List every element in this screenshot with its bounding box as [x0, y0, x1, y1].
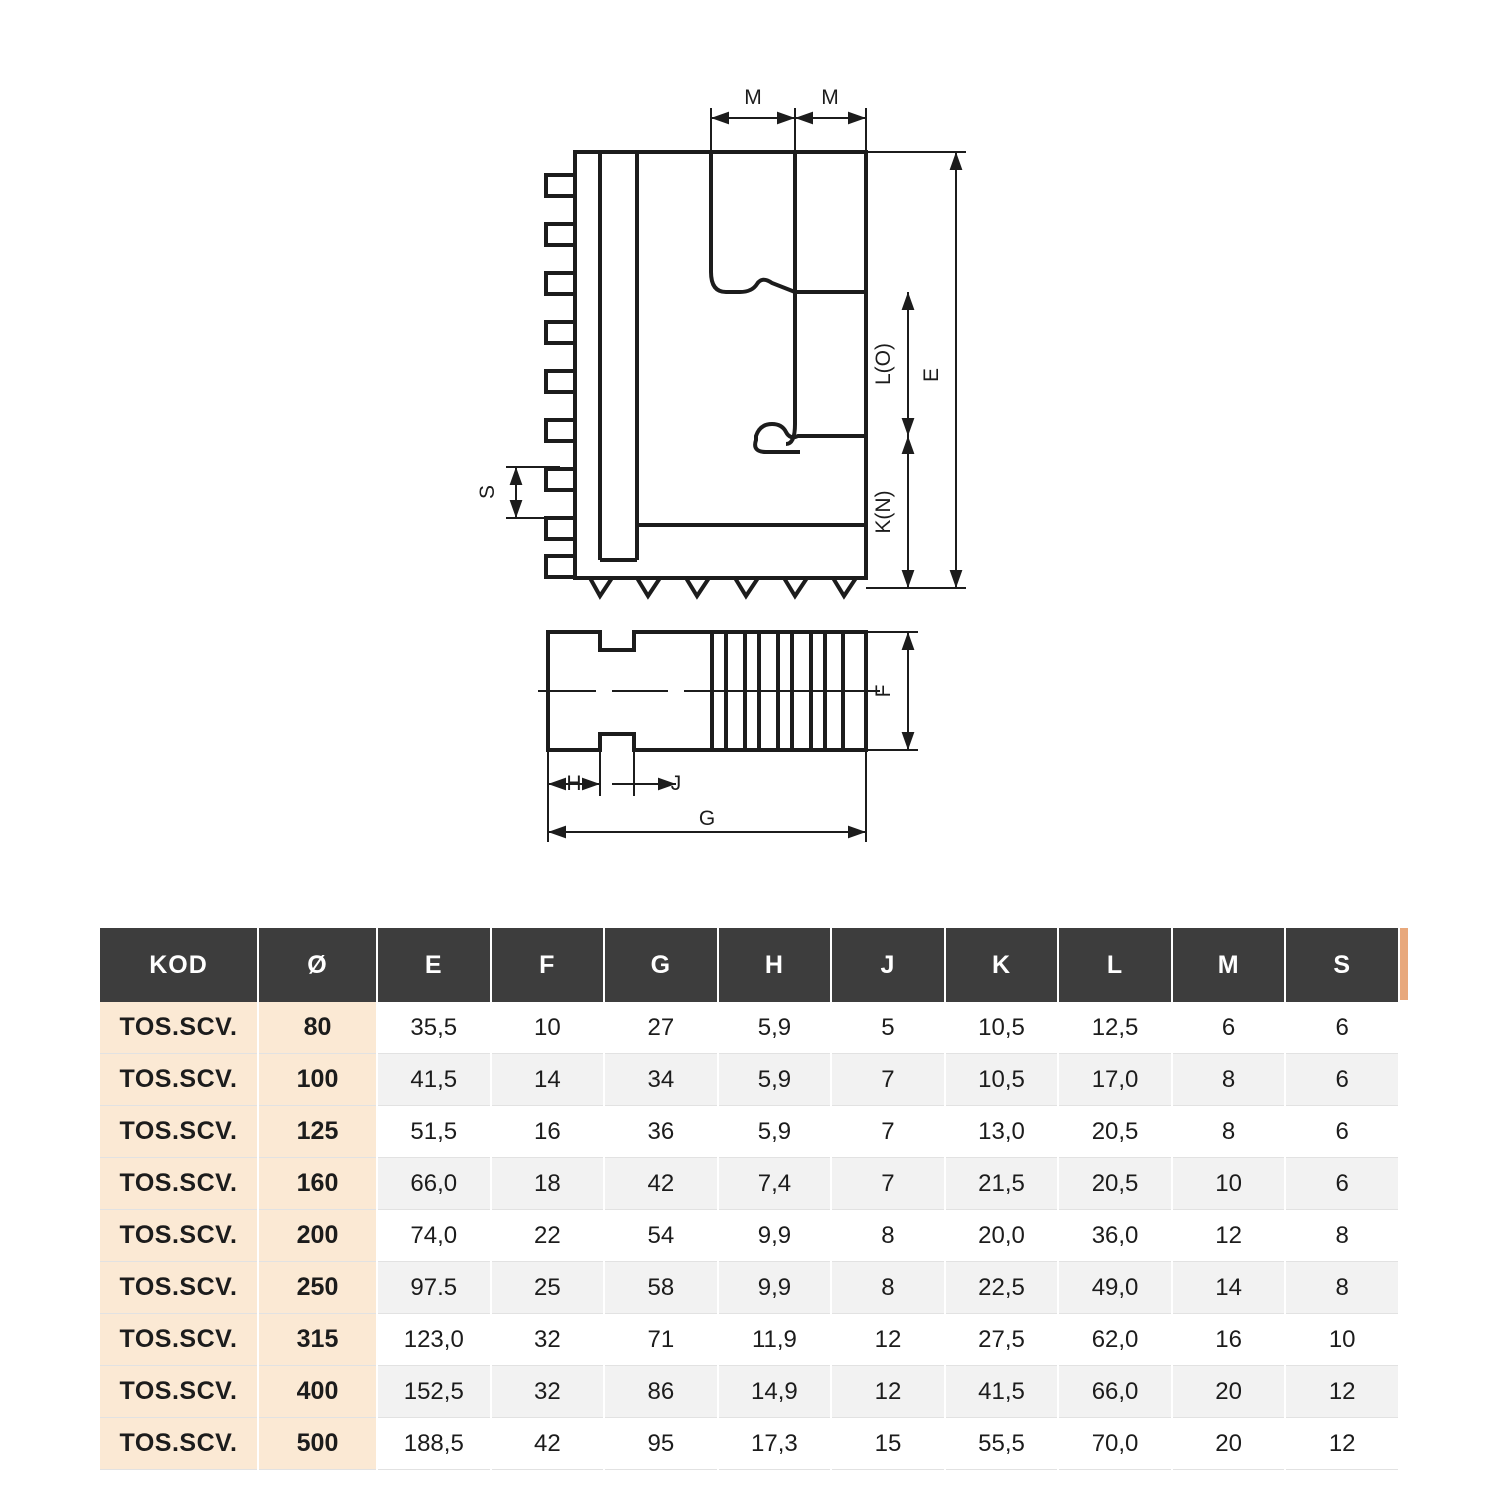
- cell-value: 8: [1172, 1106, 1286, 1158]
- cell-value: 8: [831, 1210, 945, 1262]
- cell-kod: TOS.SCV.: [100, 1418, 258, 1470]
- cell-kod: TOS.SCV.: [100, 1002, 258, 1054]
- cell-diameter: 315: [258, 1314, 377, 1366]
- cell-value: 11,9: [718, 1314, 832, 1366]
- header-e: E: [377, 928, 491, 1002]
- cell-value: 70,0: [1058, 1418, 1172, 1470]
- table-body: [100, 1002, 1399, 1470]
- header-h: H: [718, 928, 832, 1002]
- cell-value: 49,0: [1058, 1262, 1172, 1314]
- spec-table: [100, 928, 1400, 1470]
- cell-value: 42: [604, 1158, 718, 1210]
- table-row: [100, 1314, 1399, 1366]
- label-g: G: [698, 807, 716, 830]
- label-h: H: [566, 772, 582, 795]
- cell-kod: TOS.SCV.: [100, 1158, 258, 1210]
- table-row: [100, 1418, 1399, 1470]
- cell-kod: TOS.SCV.: [100, 1054, 258, 1106]
- cell-value: 6: [1172, 1002, 1286, 1054]
- cell-value: 41,5: [945, 1366, 1059, 1418]
- cell-value: 71: [604, 1314, 718, 1366]
- cell-value: 17,0: [1058, 1054, 1172, 1106]
- cell-diameter: 100: [258, 1054, 377, 1106]
- cell-kod: TOS.SCV.: [100, 1210, 258, 1262]
- cell-kod: TOS.SCV.: [100, 1314, 258, 1366]
- spec-table-container: [100, 928, 1400, 1470]
- label-j: J: [670, 772, 682, 795]
- label-m-left: M: [744, 86, 762, 109]
- cell-value: 20: [1172, 1418, 1286, 1470]
- cell-value: 7: [831, 1158, 945, 1210]
- label-lo: L(O): [872, 343, 895, 385]
- cell-value: 10: [1285, 1314, 1399, 1366]
- cell-value: 7: [831, 1106, 945, 1158]
- cell-value: 27: [604, 1002, 718, 1054]
- cell-value: 32: [491, 1366, 605, 1418]
- cell-value: 15: [831, 1418, 945, 1470]
- cell-value: 41,5: [377, 1054, 491, 1106]
- cell-value: 14: [1172, 1262, 1286, 1314]
- cell-value: 5,9: [718, 1106, 832, 1158]
- label-s: S: [476, 484, 499, 500]
- label-e: E: [920, 367, 943, 383]
- label-kn: K(N): [872, 490, 895, 534]
- cell-kod: TOS.SCV.: [100, 1366, 258, 1418]
- cell-value: 97.5: [377, 1262, 491, 1314]
- cell-value: 55,5: [945, 1418, 1059, 1470]
- cell-diameter: 400: [258, 1366, 377, 1418]
- table-row: [100, 1106, 1399, 1158]
- dimension-s: [506, 467, 560, 518]
- cell-value: 12,5: [1058, 1002, 1172, 1054]
- cell-value: 13,0: [945, 1106, 1059, 1158]
- table-row: [100, 1158, 1399, 1210]
- cell-value: 9,9: [718, 1262, 832, 1314]
- cell-value: 10: [491, 1002, 605, 1054]
- cell-value: 10,5: [945, 1054, 1059, 1106]
- cell-value: 66,0: [377, 1158, 491, 1210]
- cell-value: 32: [491, 1314, 605, 1366]
- cell-value: 27,5: [945, 1314, 1059, 1366]
- cell-value: 66,0: [1058, 1366, 1172, 1418]
- cell-value: 7,4: [718, 1158, 832, 1210]
- cell-diameter: 500: [258, 1418, 377, 1470]
- header-m: M: [1172, 928, 1286, 1002]
- cell-value: 62,0: [1058, 1314, 1172, 1366]
- cell-value: 152,5: [377, 1366, 491, 1418]
- cell-value: 6: [1285, 1054, 1399, 1106]
- cell-kod: TOS.SCV.: [100, 1262, 258, 1314]
- cell-value: 86: [604, 1366, 718, 1418]
- cell-value: 34: [604, 1054, 718, 1106]
- cell-value: 5: [831, 1002, 945, 1054]
- header-kod: KOD: [100, 928, 258, 1002]
- table-row: [100, 1210, 1399, 1262]
- cell-value: 22,5: [945, 1262, 1059, 1314]
- cell-value: 123,0: [377, 1314, 491, 1366]
- cell-value: 21,5: [945, 1158, 1059, 1210]
- cell-value: 22: [491, 1210, 605, 1262]
- cell-value: 20,0: [945, 1210, 1059, 1262]
- cell-value: 10,5: [945, 1002, 1059, 1054]
- cell-diameter: 250: [258, 1262, 377, 1314]
- cell-value: 25: [491, 1262, 605, 1314]
- cell-value: 58: [604, 1262, 718, 1314]
- cell-value: 7: [831, 1054, 945, 1106]
- header-g: G: [604, 928, 718, 1002]
- cell-value: 12: [1172, 1210, 1286, 1262]
- label-m-right: M: [821, 86, 839, 109]
- cell-value: 9,9: [718, 1210, 832, 1262]
- cell-value: 6: [1285, 1158, 1399, 1210]
- cell-value: 54: [604, 1210, 718, 1262]
- cell-diameter: 125: [258, 1106, 377, 1158]
- header-diameter: Ø: [258, 928, 377, 1002]
- cell-value: 20,5: [1058, 1158, 1172, 1210]
- dimension-m: [711, 108, 866, 152]
- header-s: S: [1285, 928, 1399, 1002]
- cell-kod: TOS.SCV.: [100, 1106, 258, 1158]
- cell-value: 16: [491, 1106, 605, 1158]
- cell-value: 36,0: [1058, 1210, 1172, 1262]
- cell-value: 18: [491, 1158, 605, 1210]
- cell-value: 8: [831, 1262, 945, 1314]
- header-l: L: [1058, 928, 1172, 1002]
- cell-value: 35,5: [377, 1002, 491, 1054]
- header-k: K: [945, 928, 1059, 1002]
- cell-value: 74,0: [377, 1210, 491, 1262]
- cell-value: 12: [831, 1366, 945, 1418]
- cell-value: 12: [831, 1314, 945, 1366]
- table-row: [100, 1366, 1399, 1418]
- cell-value: 8: [1172, 1054, 1286, 1106]
- cell-diameter: 80: [258, 1002, 377, 1054]
- label-f: F: [872, 684, 895, 698]
- cell-value: 42: [491, 1418, 605, 1470]
- cell-value: 12: [1285, 1366, 1399, 1418]
- side-view-outline: [546, 152, 866, 596]
- cell-value: 20: [1172, 1366, 1286, 1418]
- cell-value: 10: [1172, 1158, 1286, 1210]
- cell-value: 8: [1285, 1210, 1399, 1262]
- table-row: [100, 1002, 1399, 1054]
- cell-value: 6: [1285, 1106, 1399, 1158]
- cell-value: 14: [491, 1054, 605, 1106]
- table-header-row: [100, 928, 1399, 1002]
- cell-diameter: 160: [258, 1158, 377, 1210]
- cell-value: 17,3: [718, 1418, 832, 1470]
- header-j: J: [831, 928, 945, 1002]
- cell-value: 12: [1285, 1418, 1399, 1470]
- cell-value: 5,9: [718, 1054, 832, 1106]
- cell-value: 5,9: [718, 1002, 832, 1054]
- table-row: [100, 1262, 1399, 1314]
- cell-value: 8: [1285, 1262, 1399, 1314]
- cell-value: 95: [604, 1418, 718, 1470]
- header-f: F: [491, 928, 605, 1002]
- header-edge-accent: [1400, 928, 1408, 1000]
- cell-value: 51,5: [377, 1106, 491, 1158]
- table-row: [100, 1054, 1399, 1106]
- cell-value: 16: [1172, 1314, 1286, 1366]
- cell-value: 14,9: [718, 1366, 832, 1418]
- cell-value: 6: [1285, 1002, 1399, 1054]
- cell-diameter: 200: [258, 1210, 377, 1262]
- cell-value: 20,5: [1058, 1106, 1172, 1158]
- cell-value: 188,5: [377, 1418, 491, 1470]
- cell-value: 36: [604, 1106, 718, 1158]
